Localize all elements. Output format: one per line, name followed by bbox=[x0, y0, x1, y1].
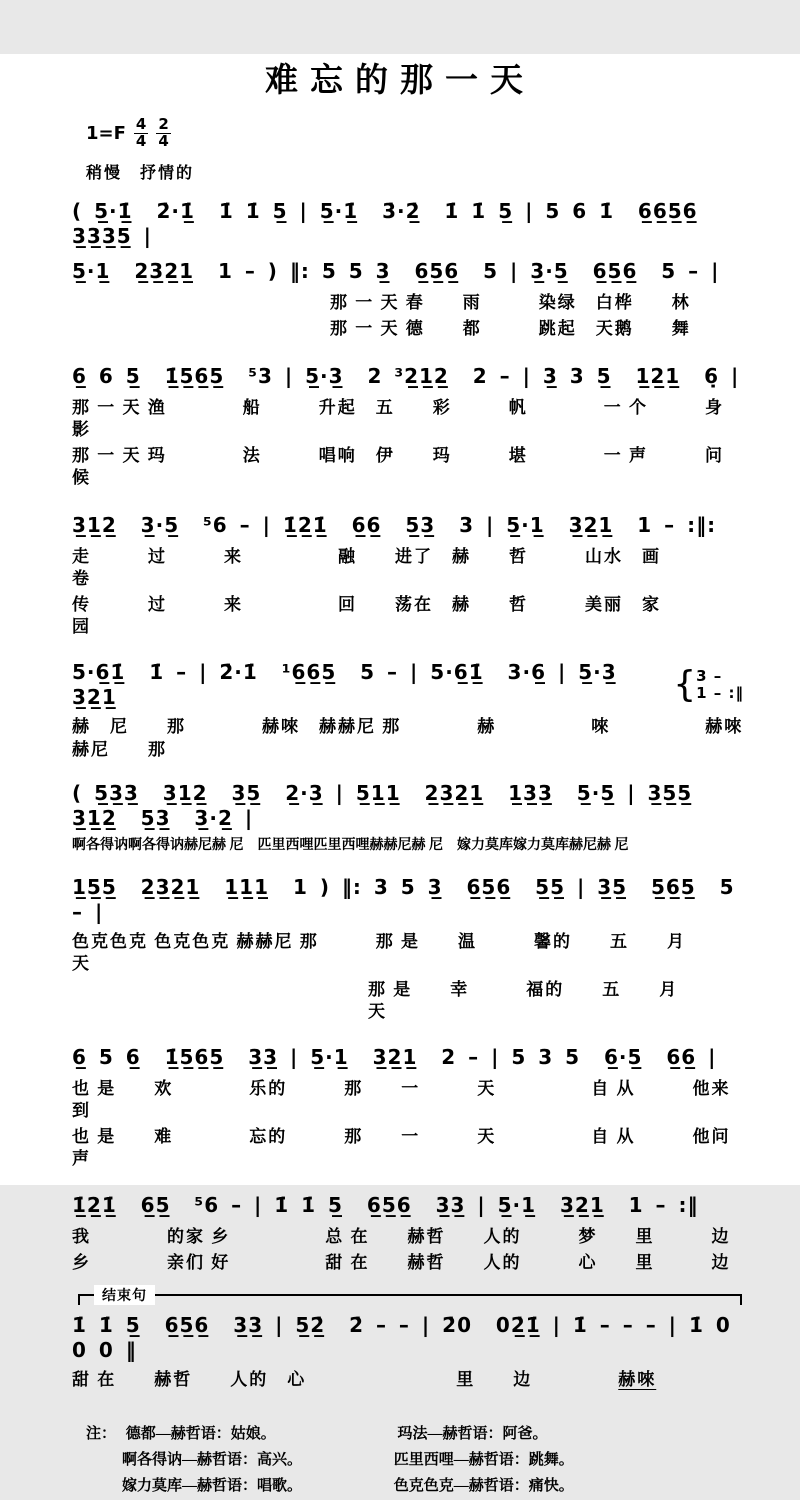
system-5 bbox=[72, 781, 744, 855]
lyrics-line-verse2: 传 过 来 回 荡在 赫 哲 美丽 家 园 bbox=[72, 595, 737, 637]
final-lyrics-part2: 里 边 bbox=[456, 1369, 533, 1389]
notes-line: 5·6̲1̲̇ 1̇ – | 2̇·1̇ ¹6̲6̲5̲ 5 – | 5·6̲1̲̇ 3·6̲ | 5̲·3̲ 3̲2̲1̲ bbox=[72, 660, 641, 710]
ending-brace: { bbox=[673, 664, 697, 706]
notes-line: 1̲5̲5̲ 2̲3̲2̲1̲ 1̲1̲1̲ 1 ) ‖: 3 5 3̲ 6̲5̲6̲ 5̲5̲ | 3̲5̲ 5̲6̲5̲ 5 – | bbox=[72, 874, 747, 924]
system-7 bbox=[72, 1045, 744, 1170]
lyrics-line-verse1: 那 一 天 渔 船 升起 五 彩 帆 一 个 身 影 bbox=[72, 397, 800, 439]
footnote-label: 注： bbox=[86, 1425, 117, 1442]
lyrics-line-verse1: 色克色克 色克色克 赫赫尼 那 那 是 温 馨的 五 月 天 bbox=[72, 931, 743, 973]
lyrics-line-verse1: 我 的家 乡 总 在 赫哲 人的 梦 里 边 bbox=[72, 1226, 731, 1246]
system-6 bbox=[72, 874, 747, 1023]
notes-line: 1̇ 1̇ 5̲ 6̲5̲6̲ 3̲3̲ | 5̲2̲̇ 2̇ – – | 2̇0 02̲̇1̲̇ | 1̇ – – – | 1̇ 0 0 0 ‖ bbox=[72, 1312, 743, 1362]
footnote-mafa: 玛法—赫哲语：阿爸。 bbox=[397, 1425, 548, 1442]
notes-line: 3̲1̲2̲ 3̲·5̲ ⁵6 – | 1̲̇2̲1̲̇ 6̲6̲ 5̲3̲ 3 | 5̲·1̲ 3̲2̲1̲ 1 – :‖: bbox=[72, 513, 717, 538]
sheet-music-page bbox=[0, 54, 800, 1495]
lyrics-line-verse2: 乡 亲们 好 甜 在 赫哲 人的 心 里 边 bbox=[72, 1252, 731, 1272]
time-signature-2 bbox=[156, 117, 170, 150]
lyrics-line-vocables: 啊各得讷啊各得讷赫尼赫 尼 匹里西哩匹里西哩赫赫尼赫 尼 嫁力莫库嫁力莫库赫尼赫 尼 bbox=[72, 837, 629, 853]
system-1 bbox=[72, 199, 744, 340]
notes-line: 6̲ 6 5̲ 1̲̇5̲6̲5̲ ⁵3 | 5̲·3̲ 2 ³2̲1̲2̲ 2 – | 3̲ 3 5̲ 1̲2̲1̲ 6̣ | bbox=[72, 363, 740, 388]
footnote-row-1 bbox=[86, 1421, 800, 1447]
ending-system bbox=[72, 1313, 744, 1391]
alternate-ending-2: 1 – :‖ bbox=[696, 684, 744, 703]
lyrics-line-verse1: 那 一 天 春 雨 染绿 白桦 林 bbox=[330, 292, 691, 312]
lyrics-line-verse2: 那 一 天 玛 法 唱响 伊 玛 堪 一 声 问 候 bbox=[72, 445, 800, 487]
system-3 bbox=[72, 513, 744, 638]
key-signature: 1=F bbox=[86, 122, 126, 144]
system-4 bbox=[72, 660, 750, 760]
ending-section-label: 结束句 bbox=[94, 1285, 155, 1305]
time-signature-2-numerator: 2 bbox=[158, 115, 169, 133]
footnotes bbox=[86, 1421, 800, 1500]
system-2 bbox=[72, 363, 800, 489]
notes-line: ( 5̲·1̲̇ 2̇·1̲̇ 1̇ 1̇ 5̲ | 5̲·1̲̇ 3̇·2̲̇ 1̇ 1̇ 5̲ | 5 6 1̇ 6̲6̲5̲6̲ 3̲3̲3̲5̲ | bbox=[72, 198, 722, 248]
final-lyrics-part3-underlined: 赫唻 bbox=[618, 1369, 657, 1389]
footnote-pilixili: 匹里西哩—赫哲语：跳舞。 bbox=[393, 1452, 574, 1469]
footnote-row-2 bbox=[86, 1447, 800, 1473]
key-time-block bbox=[86, 117, 800, 150]
system-8 bbox=[72, 1193, 744, 1274]
lyrics-line-verse2: 那 一 天 德 都 跳起 天鹅 舞 bbox=[330, 318, 691, 338]
alternate-endings bbox=[673, 664, 744, 706]
footnote-dedu: 德都—赫哲语：姑娘。 bbox=[125, 1425, 276, 1442]
notes-line: 6̲ 5 6̲ 1̲̇5̲6̲5̲ 3̲3̲ | 5̲·1̲ 3̲2̲1̲ 2 – | 5 3 5 6̲·5̲ 6̲6̲ | bbox=[72, 1045, 717, 1070]
notes-line: 5̲·1̲ 2̲3̲2̲1̲ 1 – ) ‖: 5 5 3̲ 6̲5̲6̲ 5 | 3̲·5̲ 6̲5̲6̲ 5 – | bbox=[72, 258, 720, 283]
time-signature-1 bbox=[134, 117, 148, 150]
lyrics-line-verse1: 走 过 来 融 进了 赫 哲 山水 画 卷 bbox=[72, 547, 737, 589]
time-signature-1-numerator: 4 bbox=[135, 115, 147, 133]
time-signature-1-denominator: 4 bbox=[135, 131, 147, 150]
ending-section-bracket bbox=[78, 1287, 742, 1305]
final-lyrics-part1: 甜 在 赫哲 人的 心 bbox=[72, 1369, 307, 1389]
notes-line: 1̲̇2̲1̲̇ 6̲5̲ ⁵6 – | 1̇ 1̇ 5̲ 6̲5̲6̲ 3̲3̲ | 5̲·1̲ 3̲2̲1̲ 1 – :‖ bbox=[72, 1192, 699, 1217]
footnote-sekeseke: 色克色克—赫哲语：痛快。 bbox=[393, 1478, 574, 1495]
lyrics-line-verse1: 也 是 欢 乐的 那 一 天 自 从 他来 到 bbox=[72, 1079, 737, 1121]
lyrics-line-final bbox=[72, 1369, 744, 1391]
alternate-ending-1: 3 – bbox=[696, 667, 723, 686]
footnote-jialimoku: 嫁力莫库—赫哲语：唱歌。 bbox=[122, 1478, 303, 1495]
lyrics-line-verse2: 那 是 幸 福的 五 月 天 bbox=[368, 980, 736, 1022]
time-signature-2-denominator: 4 bbox=[158, 131, 169, 150]
page-title: 难忘的那一天 bbox=[265, 60, 535, 99]
tempo-marking: 稍慢 抒情的 bbox=[86, 162, 195, 182]
lyrics-line-verse2: 也 是 难 忘的 那 一 天 自 从 他问 声 bbox=[72, 1127, 737, 1169]
footnote-row-3 bbox=[86, 1473, 800, 1499]
lyrics-line-vocables: 赫 尼 那 赫唻 赫赫尼 那 赫 唻 赫唻 赫尼 那 bbox=[72, 717, 750, 759]
footnote-agedene: 啊各得讷—赫哲语：高兴。 bbox=[122, 1452, 303, 1469]
notes-line: ( 5̲3̲3̲ 3̲1̲2̲ 3̲5̲ 2̲·3̲ | 5̲1̲1̲ 2̲3̲2̲1̲ 1̲3̲3̲ 5̲·5̲ | 3̲5̲5̲ 3̲1̲2̲ 5̲3̲ 3̲·2̲ | bbox=[72, 780, 717, 830]
